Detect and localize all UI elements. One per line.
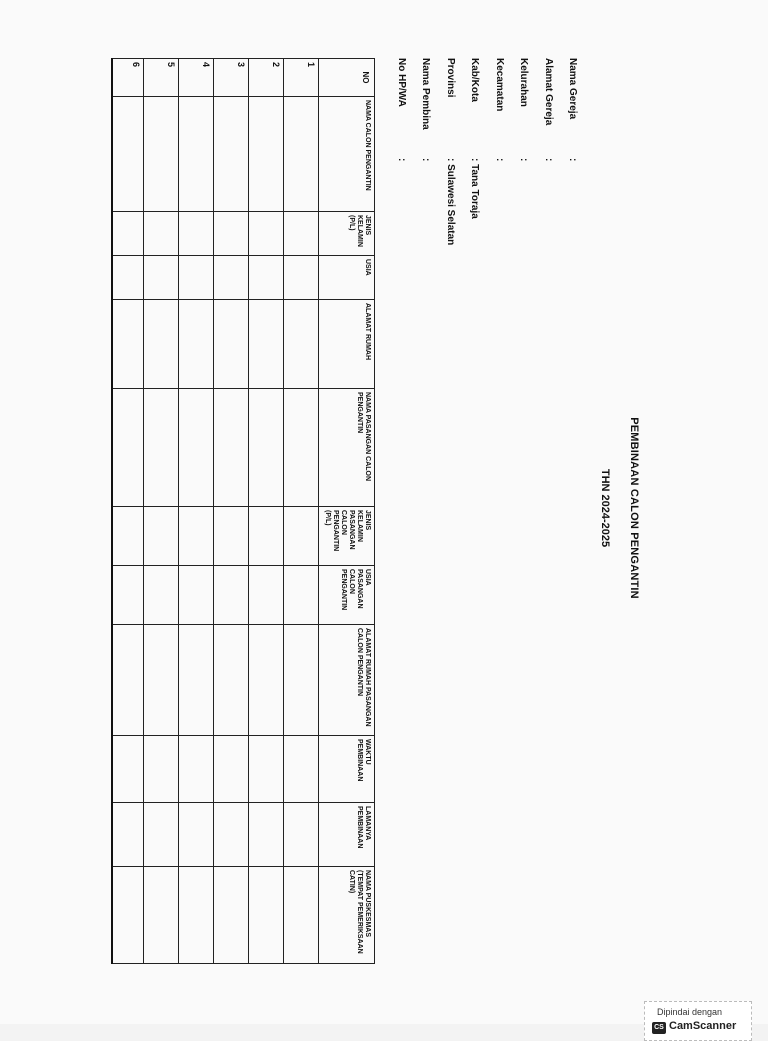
- table-cell: [249, 625, 284, 736]
- table-cell: [112, 389, 144, 507]
- table-cell: [144, 736, 179, 803]
- table-cell: [214, 736, 249, 803]
- table-cell: [249, 256, 284, 300]
- table-cell: [284, 300, 319, 389]
- table-cell: [179, 625, 214, 736]
- row-number: 2: [249, 59, 284, 97]
- table-cell: [112, 566, 144, 625]
- field-label: Kelurahan: [518, 58, 530, 107]
- row-number: 3: [214, 59, 249, 97]
- table-cell: [249, 389, 284, 507]
- row-number: 5: [144, 59, 179, 97]
- table-cell: [112, 256, 144, 300]
- field-label: Alamat Gereja: [542, 58, 554, 126]
- table-cell: [249, 566, 284, 625]
- table-cell: [214, 300, 249, 389]
- info-fields: [389, 58, 585, 245]
- table-cell: [144, 566, 179, 625]
- table-cell: [214, 389, 249, 507]
- participants-table: [111, 58, 375, 964]
- field-label: No HP/WA: [395, 58, 407, 107]
- field-label: Provinsi: [444, 58, 456, 98]
- table-cell: [112, 300, 144, 389]
- header-alamat-pasangan: ALAMAT RUMAH PASANGAN CALON PENGANTIN: [319, 625, 375, 736]
- field-value: :: [420, 158, 432, 162]
- table-cell: [112, 97, 144, 212]
- table-row: [284, 59, 319, 964]
- table-cell: [214, 867, 249, 964]
- field-value: : Tana Toraja: [469, 158, 481, 219]
- field-label: Nama Pembina: [420, 58, 432, 130]
- table-row: [249, 59, 284, 964]
- header-nama-puskesmas: NAMA PUSKESMAS (TEMPAT PEMERIKSAAN CATIN): [319, 867, 375, 964]
- table-cell: [249, 803, 284, 867]
- table-cell: [144, 212, 179, 256]
- camscanner-logo-icon: CS: [652, 1022, 666, 1034]
- table-cell: [214, 212, 249, 256]
- header-alamat-rumah: ALAMAT RUMAH: [319, 300, 375, 389]
- table-cell: [284, 389, 319, 507]
- table-cell: [144, 389, 179, 507]
- table-cell: [179, 256, 214, 300]
- table-cell: [249, 97, 284, 212]
- table-cell: [179, 212, 214, 256]
- table-cell: [144, 803, 179, 867]
- header-no: NO: [319, 59, 375, 97]
- table-cell: [112, 736, 144, 803]
- table-cell: [249, 212, 284, 256]
- table-cell: [112, 625, 144, 736]
- table-cell: [144, 300, 179, 389]
- table-cell: [249, 867, 284, 964]
- field-alamat-gereja: [536, 58, 561, 245]
- table-cell: [284, 736, 319, 803]
- form-title: PEMBINAAN CALON PENGANTIN: [628, 417, 640, 599]
- table-cell: [214, 625, 249, 736]
- table-cell: [284, 803, 319, 867]
- field-nama-gereja: [561, 58, 586, 245]
- camscanner-watermark: [644, 1001, 752, 1041]
- field-kelurahan: [512, 58, 537, 245]
- table-cell: [249, 507, 284, 566]
- field-value: :: [395, 158, 407, 162]
- table-cell: [179, 300, 214, 389]
- field-value: :: [493, 158, 505, 162]
- table-cell: [214, 507, 249, 566]
- table-row: [112, 59, 144, 964]
- table-cell: [284, 625, 319, 736]
- table-cell: [284, 256, 319, 300]
- table-cell: [179, 803, 214, 867]
- field-value: :: [518, 158, 530, 162]
- table-cell: [144, 867, 179, 964]
- field-kab-kota: [463, 58, 488, 245]
- table-cell: [144, 625, 179, 736]
- table-cell: [179, 389, 214, 507]
- table-row: [179, 59, 214, 964]
- field-value: :: [542, 158, 554, 162]
- row-number: 6: [112, 59, 144, 97]
- form-header: [599, 58, 640, 958]
- table-row: [214, 59, 249, 964]
- field-value: : Sulawesi Selatan: [444, 158, 456, 246]
- header-nama-pasangan: NAMA PASANGAN CALON PENGANTIN: [319, 389, 375, 507]
- header-usia: USIA: [319, 256, 375, 300]
- header-lamanya-pembinaan: LAMANYA PEMBINAAN: [319, 803, 375, 867]
- table-cell: [112, 803, 144, 867]
- table-row: [144, 59, 179, 964]
- rotated-form: [131, 58, 640, 958]
- field-nama-pembina: [414, 58, 439, 245]
- field-label: Kab/Kota: [469, 58, 481, 102]
- table-cell: [112, 212, 144, 256]
- field-kecamatan: [487, 58, 512, 245]
- table-cell: [284, 97, 319, 212]
- form-subtitle: THN 2024-2025: [599, 468, 611, 548]
- header-jenis-kelamin: JENIS KELAMIN (P/L): [319, 212, 375, 256]
- table-cell: [144, 97, 179, 212]
- watermark-caption: Dipindai dengan: [657, 1007, 723, 1017]
- table-cell: [284, 566, 319, 625]
- table-cell: [179, 507, 214, 566]
- table-cell: [284, 212, 319, 256]
- header-jenis-kelamin-pasangan: JENIS KELAMIN PASANGAN CALON PENGANTIN (P/L): [319, 507, 375, 566]
- field-no-hp: [389, 58, 414, 245]
- header-usia-pasangan: USIA PASANGAN CALON PENGANTIN: [319, 566, 375, 625]
- table-cell: [214, 256, 249, 300]
- table-cell: [179, 867, 214, 964]
- header-nama-calon: NAMA CALON PENGANTIN: [319, 97, 375, 212]
- table-cell: [249, 300, 284, 389]
- table-cell: [249, 736, 284, 803]
- table-cell: [214, 566, 249, 625]
- field-value: :: [567, 158, 579, 162]
- table-cell: [214, 803, 249, 867]
- field-label: Kecamatan: [493, 58, 505, 112]
- watermark-brand: CamScanner: [669, 1020, 737, 1032]
- field-provinsi: [438, 58, 463, 245]
- table-cell: [144, 256, 179, 300]
- table-cell: [214, 97, 249, 212]
- row-number: 4: [179, 59, 214, 97]
- table-cell: [284, 867, 319, 964]
- table-cell: [144, 507, 179, 566]
- table-cell: [179, 566, 214, 625]
- table-cell: [112, 867, 144, 964]
- table-cell: [179, 736, 214, 803]
- table-cell: [179, 97, 214, 212]
- field-label: Nama Gereja: [567, 58, 579, 120]
- header-waktu-pembinaan: WAKTU PEMBINAAN: [319, 736, 375, 803]
- table-header-row: [319, 59, 375, 964]
- table-cell: [284, 507, 319, 566]
- row-number: 1: [284, 59, 319, 97]
- table-cell: [112, 507, 144, 566]
